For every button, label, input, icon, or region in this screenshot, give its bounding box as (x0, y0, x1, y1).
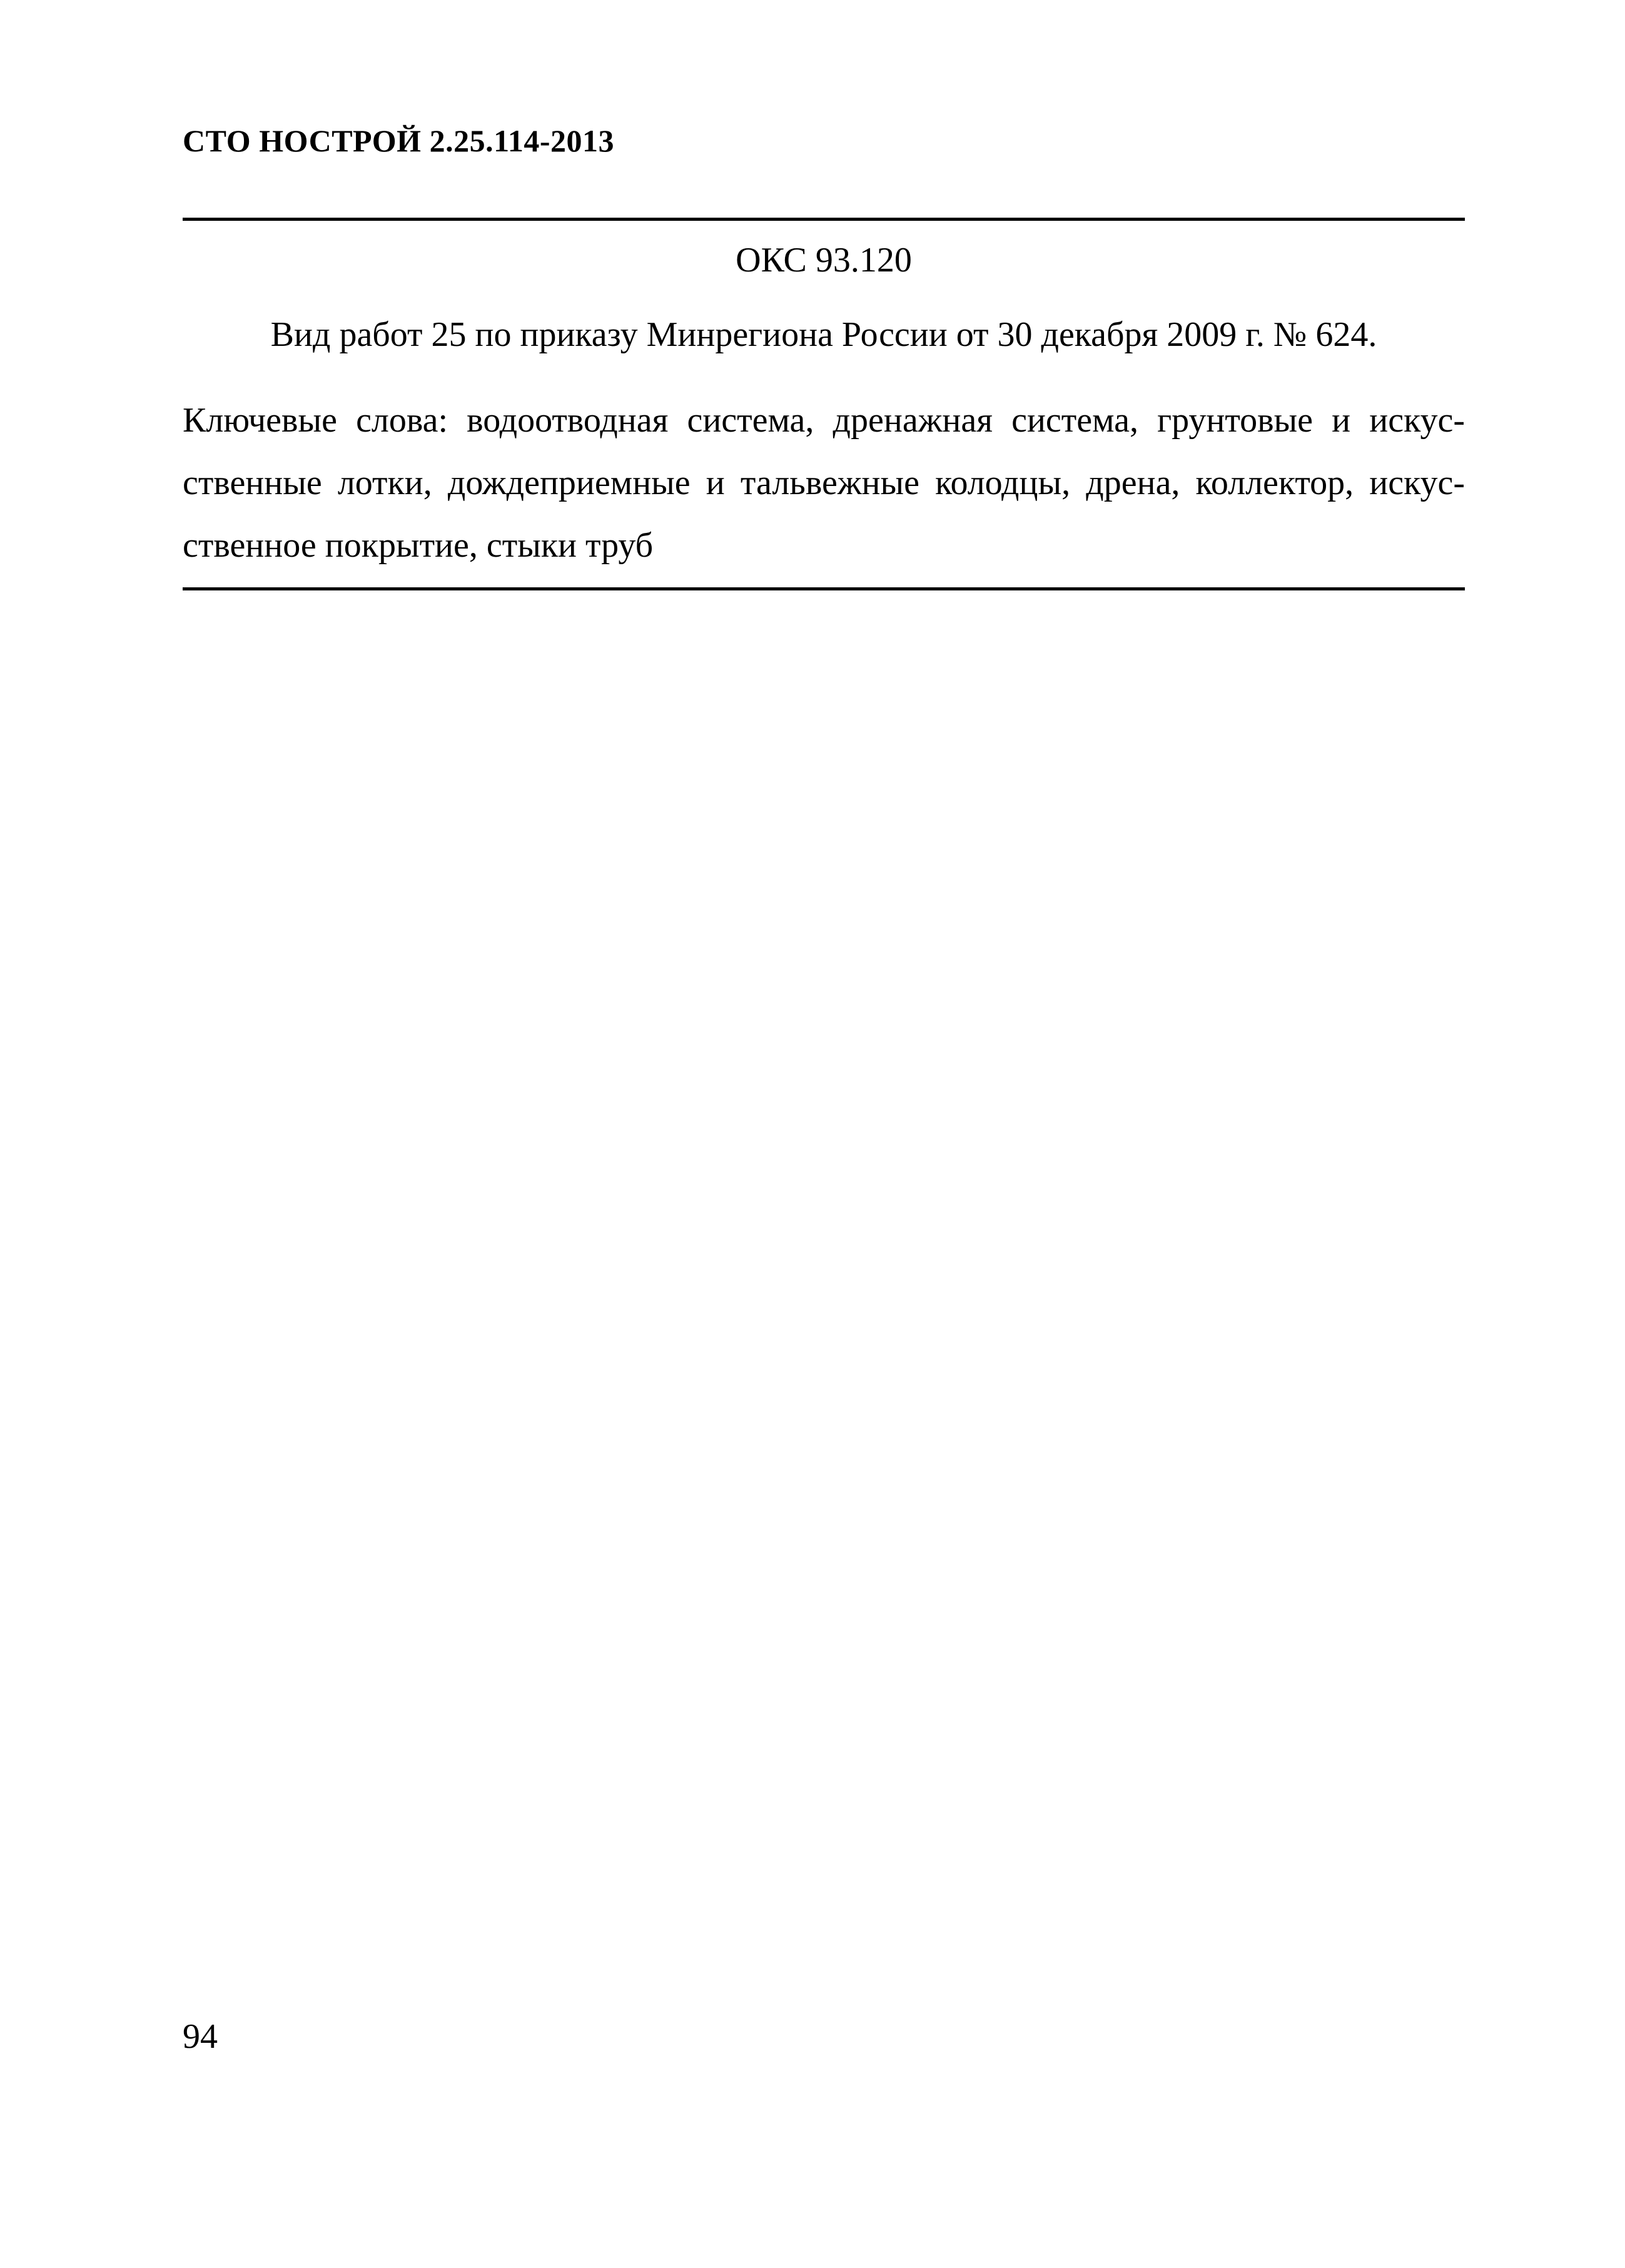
top-divider (183, 218, 1465, 221)
document-header: СТО НОСТРОЙ 2.25.114-2013 (183, 123, 614, 158)
keywords-paragraph: Ключевые слова: водоотводная система, дренажная система, грунтовые и искусственные лотки, дождеприемные и тальвежные колодцы, дрена, коллектор, искусственное покрытие, стыки труб (183, 401, 1465, 565)
page-number: 94 (183, 2017, 218, 2056)
work-type-line: Вид работ 25 по приказу Минрегиона России от 30 декабря 2009 г. № 624. (270, 315, 1377, 354)
oks-code: ОКС 93.120 (736, 241, 912, 280)
bottom-divider (183, 587, 1465, 590)
